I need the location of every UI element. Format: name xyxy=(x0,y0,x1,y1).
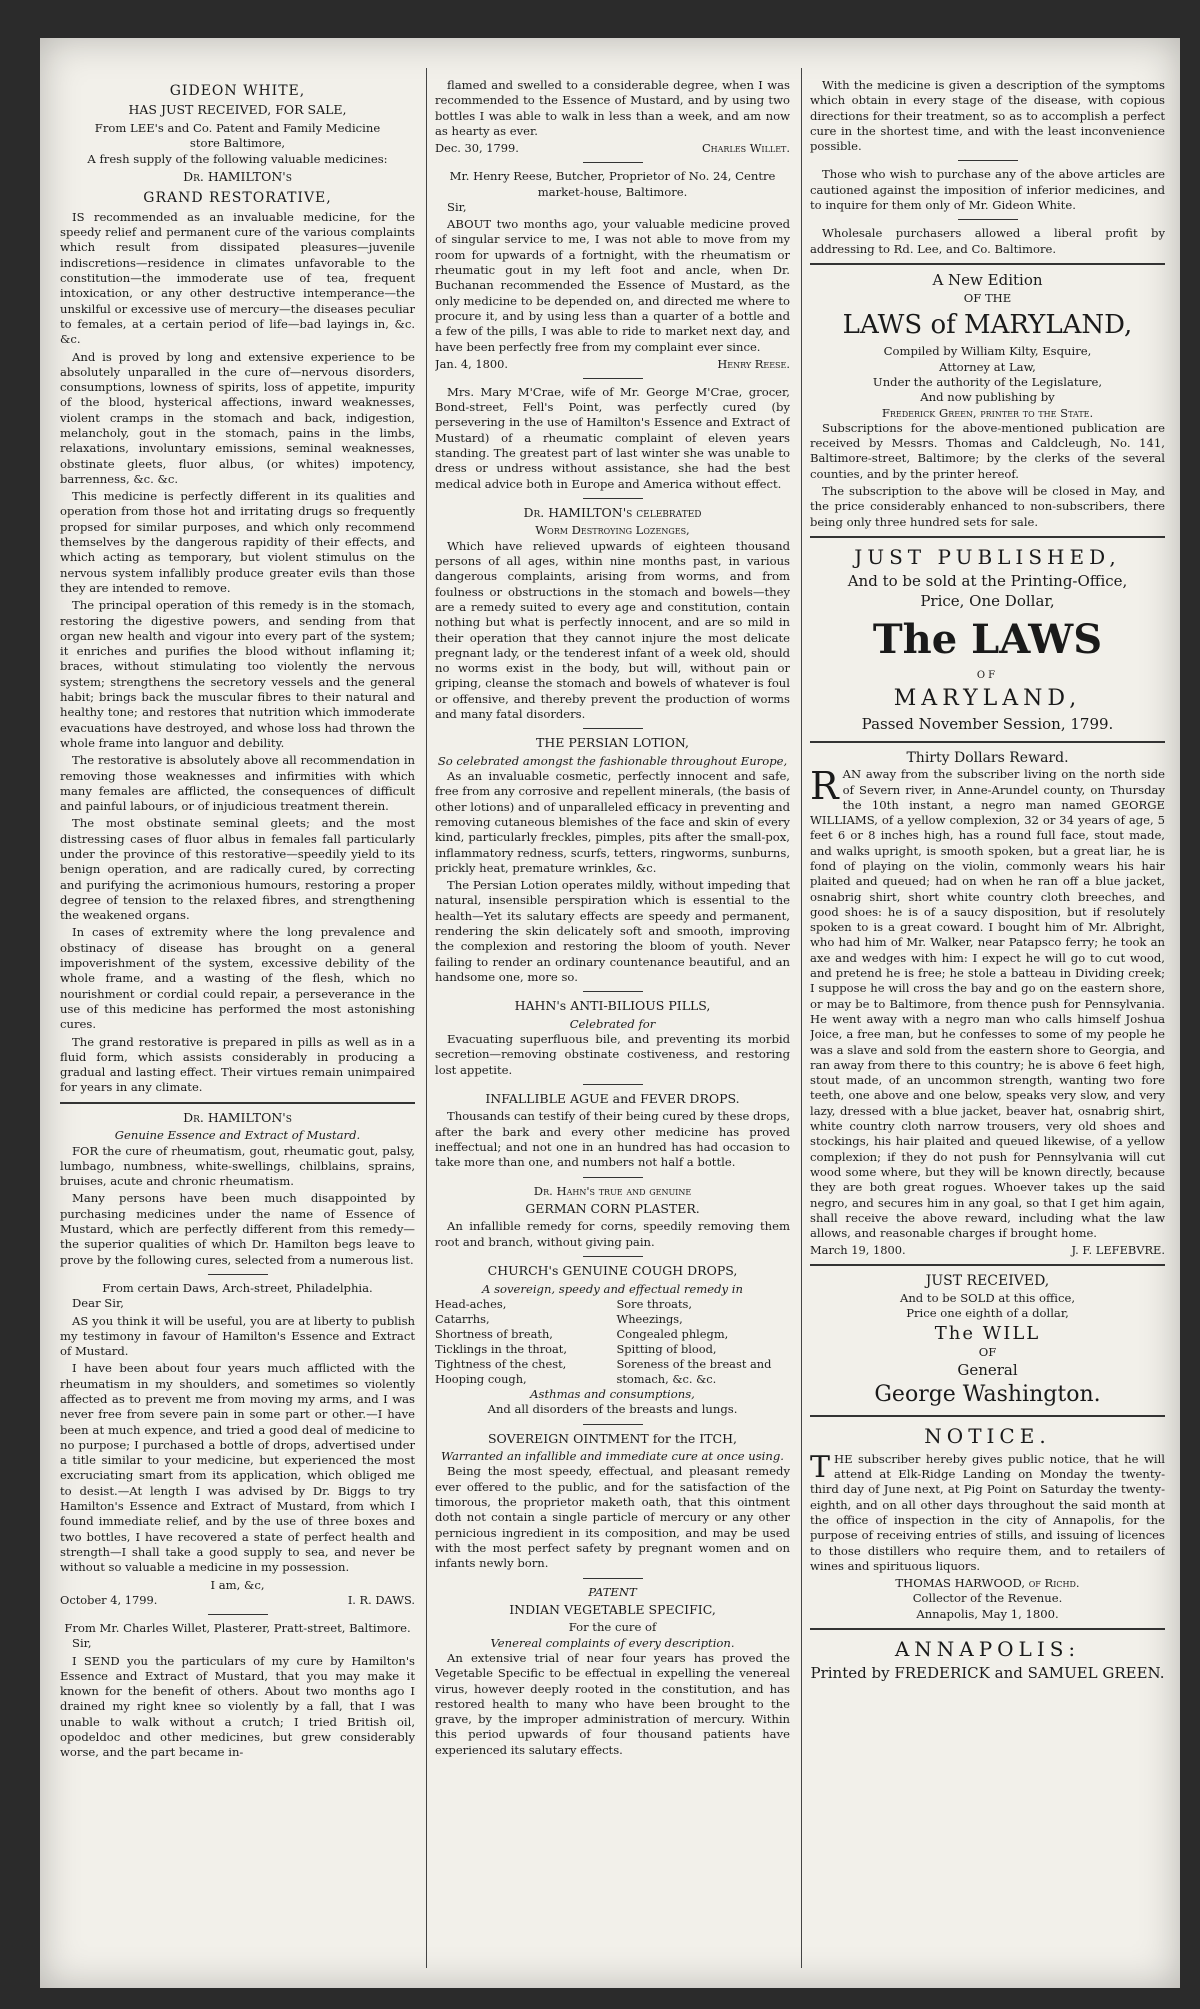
ad-heading: INFALLIBLE AGUE and FEVER DROPS. xyxy=(485,1090,740,1106)
list-item: Congealed phlegm, xyxy=(616,1326,729,1341)
divider xyxy=(810,1628,1165,1630)
divider xyxy=(208,1274,268,1275)
signature: THOMAS HARWOOD, of Richd. xyxy=(895,1576,1080,1591)
ad-line: OF xyxy=(978,1345,997,1360)
divider xyxy=(583,1578,643,1579)
ad-heading: HAHN's ANTI-BILIOUS PILLS, xyxy=(514,998,711,1014)
date: Jan. 4, 1800. xyxy=(435,356,509,371)
paragraph: The restorative is absolutely above all recommendation in removing those weaknesses and infirmities with which many females are afflicted, the consequences of difficult and painful labours, or of injudicious treatment therein. xyxy=(60,753,415,814)
date: Annapolis, May 1, 1800. xyxy=(916,1606,1059,1621)
salutation: Dear Sir, xyxy=(72,1296,124,1311)
paragraph: Many persons have been much disappointed by purchasing medicines under the name of Essence of Mustard, which are perfectly different from this remedy—the superior qualities of which Dr. Hamilton begs leave to prove by the following cures, selected from a numerous list. xyxy=(60,1191,415,1267)
ad-heading: The LAWS xyxy=(872,615,1103,663)
signature-line xyxy=(60,1593,415,1608)
paragraph: With the medicine is given a description of the symptoms which obtain in every stage of the disease, with copious directions for their treatment, so as to accomplish a perfect cure in the shortest time, and with the least inconvenience possible. xyxy=(810,78,1165,154)
list-item: Spitting of blood, xyxy=(616,1341,717,1356)
date: Dec. 30, 1799. xyxy=(435,141,519,156)
ad-line: OF xyxy=(976,669,999,681)
list-item: Shortness of breath, xyxy=(435,1326,553,1341)
list-item: Hooping cough, xyxy=(435,1372,527,1387)
ad-line: Price, One Dollar, xyxy=(920,592,1055,611)
ad-heading: NOTICE. xyxy=(924,1424,1051,1449)
paragraph: As an invaluable cosmetic, perfectly innocent and safe, free from any corrosive and repellent minerals, (the basis of other lotions) and of unparalleled efficacy in preventing and removing cutaneous blemishes of the face and skin of every kind, particularly freckles, pimples, pits after the small-pox, inflammatory redness, scurfs, tetters, ringworms, sunburns, prickly heat, premature wrinkles, &c. xyxy=(435,769,790,875)
divider xyxy=(583,728,643,729)
paragraph: The principal operation of this remedy is in the stomach, restoring the digestive powers, and sending from that organ new health and vigour into every part of the system; it enriches and purifies the blood without inflaming it; braces, without stimulating too violently the nervous system; strengthens the secretory vessels and the general habit; brings back the muscular fibres to their natural and healthy tone; and restores that nutrition which immoderate evacuations have destroyed, and whose loss had thrown the whole frame into languor and debility. xyxy=(60,598,415,750)
paragraph: Those who wish to purchase any of the above articles are cautioned against the imposition of inferior medicines, and to inquire for them only of Mr. Gideon White. xyxy=(810,167,1165,213)
ad-subheading: So celebrated amongst the fashionable throughout Europe, xyxy=(437,753,788,768)
ad-line: And to be SOLD at this office, xyxy=(899,1290,1076,1305)
list-item: stomach, &c. &c. xyxy=(616,1372,717,1387)
divider xyxy=(208,1614,268,1615)
paragraph: The subscription to the above will be closed in May, and the price considerably enhanced to non-subscribers, there being only three hundred sets for sale. xyxy=(810,484,1165,529)
ad-line: Attorney at Law, xyxy=(939,359,1036,374)
paragraph xyxy=(810,1449,1165,1574)
signature-line xyxy=(810,1243,1165,1258)
ad-line: Under the authority of the Legislature, xyxy=(872,374,1103,389)
ad-heading: A New Edition xyxy=(932,270,1043,289)
paragraph: Thousands can testify of their being cured by these drops, after the bark and every other medicine has proved ineffectual; and not one in an hundred has had occasion to take more than one, and numbers not half a bottle. xyxy=(435,1109,790,1170)
divider xyxy=(583,1256,643,1257)
divider xyxy=(583,378,643,379)
remedy-list-right xyxy=(617,1297,791,1387)
paragraph: Being the most speedy, effectual, and pleasant remedy ever offered to the public, and for the satisfaction of the timorous, the proprietor maketh oath, that this ointment doth not contain a single particle of mercury or any other pernicious ingredient in its composition, and may be used with the most perfect safety by pregnant women and on infants newly born. xyxy=(435,1464,790,1571)
ad-heading: LAWS of MARYLAND, xyxy=(842,310,1133,341)
ad-heading: JUST PUBLISHED, xyxy=(854,544,1121,569)
ad-line: Compiled by William Kilty, Esquire, xyxy=(883,344,1092,359)
paragraph: Wholesale purchasers allowed a liberal profit by addressing to Rd. Lee, and Co. Baltimore. xyxy=(810,226,1165,256)
divider xyxy=(810,741,1165,743)
ad-heading: Dr. HAMILTON's xyxy=(183,1109,292,1125)
paragraph: The Persian Lotion operates mildly, without impeding that natural, insensible perspiration which is essential to the health—Yet its salutary effects are speedy and permanent, rendering the skin delicately soft and smooth, improving the complexion and restoring the bloom of youth. Never failing to render an ordinary countenance beautiful, and an handsome one, more so. xyxy=(435,878,790,984)
ad-line: Venereal complaints of every description. xyxy=(490,1635,735,1650)
ad-subheading: PATENT xyxy=(588,1584,637,1599)
paragraph: This medicine is perfectly different in its qualities and operation from those hot and irritating drugs so frequently propsed for similar purposes, and which only recommend themselves by the dangerous rapidity of their effects, and which acting as temporary, but violent stimulus on the nervous system infallibly produce greater evils than those they are intended to remove. xyxy=(60,489,415,595)
closing: I am, &c, xyxy=(210,1577,265,1592)
divider xyxy=(810,536,1165,538)
ad-heading: The WILL xyxy=(934,1322,1041,1344)
ad-line: OF THE xyxy=(963,290,1012,305)
ad-heading: JUST RECEIVED, xyxy=(925,1273,1050,1290)
newspaper-page xyxy=(40,38,1180,1988)
divider xyxy=(810,1264,1165,1266)
divider xyxy=(810,263,1165,265)
ad-line: And now publishing by xyxy=(920,390,1055,405)
paragraph: The grand restorative is prepared in pills as well as in a fluid form, which assists considerably in producing a gradual and lasting effect. Their virtues remain unimpaired for years in any climate. xyxy=(60,1034,415,1095)
ad-line: From LEE's and Co. Patent and Family Medicine xyxy=(94,120,381,135)
paragraph: AS you think it will be useful, you are at liberty to publish my testimony in favour of Hamilton's Essence and Extract of Mustard. xyxy=(60,1313,415,1359)
divider xyxy=(60,1102,415,1104)
paragraph: IS recommended as an invaluable medicine, for the speedy relief and permanent cure of the various complaints which result from dissipated pleasures—juvenile indiscretions—residence in climates unfavorable to the constitution—the immoderate use of tea, frequent intoxication, or any other destructive intemperance—the unskilful or excessive use of mercury—the diseases peculiar to females, at a certain period of life—bad layings in, &c. &c. xyxy=(60,209,415,347)
ad-heading: GERMAN CORN PLASTER. xyxy=(525,1200,700,1216)
signature: Charles Willet. xyxy=(701,141,790,156)
paragraph: ABOUT two months ago, your valuable medicine proved of singular service to me, I was not able to move from my room for upwards of a fortnight, with the rheumatism or rheumatic gout in my left foot and ancle, when Dr. Buchanan recommended the Essence of Mustard, as the only medicine to be depended on, and directed me where to procure it, and by using less than a quarter of a bottle and a few of the pills, I was able to ride to market next day, and have been perfectly free from my complaint ever since. xyxy=(435,217,790,354)
divider xyxy=(583,991,643,992)
column-rule xyxy=(426,68,427,1968)
paragraph: flamed and swelled to a considerable degree, when I was recommended to the Essence of Mustard, and by using two bottles I was able to walk in less than a week, and am now as hearty as ever. xyxy=(435,78,790,138)
signature-title: Collector of the Revenue. xyxy=(912,1591,1063,1606)
remedy-list xyxy=(435,1297,790,1387)
ad-line: Frederick Green, printer to the State. xyxy=(881,405,1094,420)
drop-cap: T xyxy=(810,1449,831,1485)
column-3 xyxy=(810,78,1165,1973)
ad-heading: MARYLAND, xyxy=(893,685,1082,711)
ad-heading: CHURCH's GENUINE COUGH DROPS, xyxy=(487,1263,738,1278)
letter-heading: From Mr. Charles Willet, Plasterer, Pratt-street, Baltimore. xyxy=(64,1620,411,1635)
imprint-heading: ANNAPOLIS: xyxy=(894,1637,1081,1662)
ad-subheading: Dr. Hahn's true and genuine xyxy=(533,1183,692,1198)
ad-subheading: Warranted an infallible and immediate cure at once using. xyxy=(441,1449,784,1464)
list-item: Ticklings in the throat, xyxy=(435,1341,567,1356)
divider xyxy=(583,1177,643,1178)
date: March 19, 1800. xyxy=(810,1243,906,1258)
list-item: Soreness of the breast and xyxy=(616,1356,772,1371)
ad-heading: INDIAN VEGETABLE SPECIFIC, xyxy=(509,1601,716,1617)
divider xyxy=(583,498,643,499)
paragraph: An infallible remedy for corns, speedily removing them root and branch, without giving pain. xyxy=(435,1219,790,1249)
list-item: Tightness of the chest, xyxy=(435,1356,567,1371)
letter-heading: From certain Daws, Arch-street, Philadelphia. xyxy=(102,1280,373,1295)
ad-heading: SOVEREIGN OINTMENT for the ITCH, xyxy=(487,1430,737,1446)
salutation: Sir, xyxy=(72,1636,92,1651)
paragraph: Subscriptions for the above-mentioned publication are received by Messrs. Thomas and Caldcleugh, No. 141, Baltimore-street, Baltimore; by the clerks of the several counties, and by the printer hereof. xyxy=(810,420,1165,481)
paragraph: The most obstinate seminal gleets; and the most distressing cases of fluor albus in females fall particularly under the province of this restorative—speedily yield to its benign operation, and are radically cured, by correcting and purifying the acrimonious humours, restoring a proper degree of tension to the relaxed fibres, and strengthening the weakened organs. xyxy=(60,816,415,923)
divider xyxy=(583,1084,643,1085)
divider xyxy=(583,1424,643,1425)
ad-heading: THE PERSIAN LOTION, xyxy=(536,735,689,751)
signature: Henry Reese. xyxy=(717,356,790,371)
divider xyxy=(958,160,1018,161)
remedy-list-left xyxy=(435,1297,609,1387)
salutation: Sir, xyxy=(447,199,467,214)
ad-line: Price one eighth of a dollar, xyxy=(906,1306,1069,1321)
ad-heading: Dr. HAMILTON's xyxy=(183,168,292,184)
ad-heading: Thirty Dollars Reward. xyxy=(906,749,1069,766)
paragraph-text: HE subscriber hereby gives public notice, that he will attend at Elk-Ridge Landing on Monday the twenty-third day of June next, at Pig Point on Saturday the twenty-eighth, and on all other days throughout the said month at the office of inspection in the city of Annapolis, for the purpose of receiving entries of stills, and issuing of licences to those distillers who require them, and to retailers of wines and spirituous liquors. xyxy=(810,1451,1165,1573)
divider xyxy=(810,1415,1165,1417)
paragraph: FOR the cure of rheumatism, gout, rheumatic gout, palsy, lumbago, numbness, white-swellings, chilblains, sprains, bruises, acute and chronic rheumatism. xyxy=(60,1143,415,1189)
ad-subheading: Celebrated for xyxy=(569,1016,656,1031)
list-item: Wheezings, xyxy=(616,1311,683,1326)
column-2 xyxy=(435,78,790,1973)
paragraph: Mrs. Mary M'Crae, wife of Mr. George M'Crae, grocer, Bond-street, Fell's Point, was perfectly cured (by persevering in the use of Hamilton's Essence and Extract of Mustard) of a rheumatic complaint of eleven years standing. The greatest part of last winter she was unable to dress or undress without assistance, she had the best medical advice both in Europe and America without effect. xyxy=(435,384,790,491)
paragraph-text: AN away from the subscriber living on the north side of Severn river, in Anne-Arundel county, on Thursday the 10th instant, a negro man named GEORGE WILLIAMS, of a yellow complexion, 32 or 34 years of age, 5 feet 6 or 8 inches high, has a round full face, stout made, and walks upright, is smooth spoken, but a great liar, he is fond of playing on the violin, commonly wears his hair plaited and queued; had on when he ran off a blue jacket, osnabrig shirt, short white country cloth breeches, and good shoes: he is of a saucy disposition, but if resolutely spoken to is a great coward. I bought him of Mr. Albright, who had him of Mr. Walker, near Patapsco ferry; he took an axe and wedges with him: I expect he will go to cut wood, and pretend he is free; he stole a batteau in Dividing creek; I suppose he will cross the bay and go on the eastern shore, or may be to Baltimore, from thence push for Pennsylvania. He went away with a negro man who calls himself Joshua Joice, a free man, but he confesses to some of my people he was a slave and sold from the eastern shore to Georgia, and ran away from there to this country; he is above 6 feet high, stout made, of an uncommon strength, wanting two fore teeth, one above and one below, speaks very slow, and very lazy, dressed with a blue jacket, beaver hat, osnabrig shirt, white country cloth narrow trousers, very old shoes and stockings, his hair plaited and queued likewise, of a yellow complexion; if they do not push for Pennsylvania will cut wood some where, but they will be known directly, because they are both great rogues. Whoever takes up the said negro, and secures him in any goal, so that I get him again, shall receive the above reward, including what the law allows, and reasonable charges if brought home. xyxy=(810,767,1165,1241)
paragraph xyxy=(810,764,1165,1241)
paragraph: Which have relieved upwards of eighteen thousand persons of all ages, within nine months past, in various dangerous complaints, arising from worms, and from foulness or obstructions in the stomach and bowels—they are a remedy suited to every age and constitution, contain nothing but what is perfectly innocent, and are so mild in their operation that they cannot injure the most delicate pregnant lady, or the tenderest infant of a week old, should no worms exist in the body, but will, without pain or griping, cleanse the stomach and bowels of whatever is foul or offensive, and thereby prevent the production of worms and many fatal disorders. xyxy=(435,538,790,721)
ad-line: And to be sold at the Printing-Office, xyxy=(847,572,1128,591)
list-item: Catarrhs, xyxy=(435,1311,490,1326)
ad-subheading: Worm Destroying Lozenges, xyxy=(535,523,690,538)
ad-subheading: A sovereign, speedy and effectual remedy in xyxy=(482,1281,743,1296)
ad-line: For the cure of xyxy=(568,1620,657,1635)
signature-line xyxy=(435,141,790,156)
imprint-line: Printed by FREDERICK and SAMUEL GREEN. xyxy=(810,1664,1165,1683)
paragraph: An extensive trial of near four years has proved the Vegetable Specific to be effectual in expelling the venereal virus, however deeply rooted in the constitution, and has restored health to many who have been brought to the grave, by the improper administration of mercury. Within this period upwards of four thousand patients have experienced its salutary effects. xyxy=(435,1650,790,1757)
paragraph: And is proved by long and extensive experience to be absolutely unparalled in the cure of—nervous disorders, consumptions, lowness of spirits, loss of appetite, impurity of the blood, hysterical affections, inward weaknesses, violent cramps in the stomach and back, indigestion, melancholy, gout in the stomach, pains in the limbs, relaxations, involuntary emissions, seminal weaknesses, obstinate gleets, fluor albus, (or whites) impotency, barrenness, &c. &c. xyxy=(60,349,415,486)
ad-line: General xyxy=(957,1360,1018,1379)
list-item: Head-aches, xyxy=(435,1296,507,1311)
ad-line: A fresh supply of the following valuable medicines: xyxy=(87,151,388,166)
ad-line: store Baltimore, xyxy=(189,136,286,151)
ad-subheading: HAS JUST RECEIVED, FOR SALE, xyxy=(128,102,347,118)
drop-cap: R xyxy=(810,764,839,809)
ad-heading: George Washington. xyxy=(874,1382,1101,1408)
divider xyxy=(958,219,1018,220)
ad-heading: GRAND RESTORATIVE, xyxy=(143,190,332,207)
ad-line: And all disorders of the breasts and lungs. xyxy=(487,1402,738,1417)
ad-line: Asthmas and consumptions, xyxy=(530,1387,695,1402)
ad-subheading: Genuine Essence and Extract of Mustard. xyxy=(114,1128,361,1143)
paragraph: Evacuating superfluous bile, and preventing its morbid secretion—removing obstinate costiveness, and restoring lost appetite. xyxy=(435,1032,790,1077)
paragraph: In cases of extremity where the long prevalence and obstinacy of disease has brought on a general impoverishment of the system, excessive debility of the whole frame, and a wasting of the flesh, which no nourishment or cordial could repair, a perseverance in the use of this medicine has performed the most astonishing cures. xyxy=(60,925,415,1032)
list-item: Sore throats, xyxy=(616,1296,693,1311)
column-rule xyxy=(801,68,802,1968)
signature: J. F. LEFEBVRE. xyxy=(1071,1243,1165,1258)
divider xyxy=(583,162,643,163)
letter-heading: Mr. Henry Reese, Butcher, Proprietor of No. 24, Centre market-house, Baltimore. xyxy=(449,169,776,199)
date: October 4, 1799. xyxy=(60,1592,158,1607)
ad-heading: GIDEON WHITE, xyxy=(169,83,306,99)
paragraph: I SEND you the particulars of my cure by Hamilton's Essence and Extract of Mustard, that you may make it known for the benefit of others. About two months ago I drained my right knee so violently by a fall, that I was unable to walk without a crutch; I tried British oil, opodeldoc and other medicines, but grew considerably worse, and the part became in- xyxy=(60,1653,415,1760)
column-1 xyxy=(60,78,415,1973)
signature-line xyxy=(435,357,790,372)
ad-line: Passed November Session, 1799. xyxy=(861,714,1114,733)
signature: I. R. DAWS. xyxy=(347,1592,415,1607)
ad-heading: Dr. HAMILTON's celebrated xyxy=(523,504,702,520)
paragraph: I have been about four years much afflicted with the rheumatism in my shoulders, and sometimes so violently affected as to prevent me from moving my arms, and I was never free from severe pain in some part or other.—I have been at much expence, and tried a good deal of medicine to no purpose; I purchased a bottle of drops, advertised under a title similar to your medicine, but experienced the most excruciating smart from its application, which obliged me to desist.—At length I was advised by Dr. Biggs to try Hamilton's Essence and Extract of Mustard, from which I found immediate relief, and by the use of three boxes and two bottles, I have recovered a state of perfect health and strength—I shall take a good supply to sea, and never be without so valuable a medicine in my possession. xyxy=(60,1361,415,1575)
